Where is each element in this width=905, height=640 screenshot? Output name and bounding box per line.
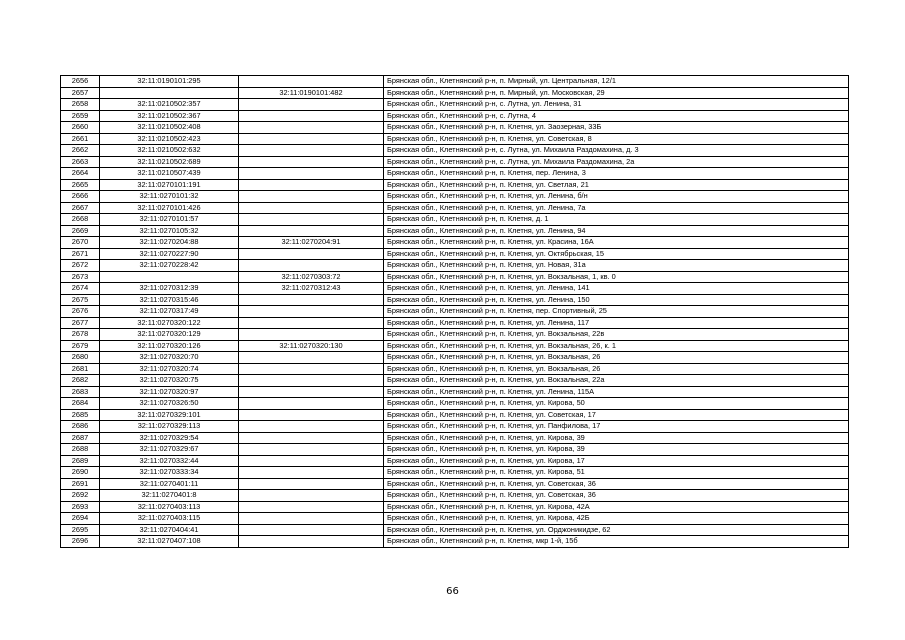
cadastral-number-secondary-cell	[239, 168, 384, 180]
cadastral-number-cell: 32:11:0270407:108	[100, 536, 239, 548]
cadastral-number-secondary-cell	[239, 225, 384, 237]
cadastral-number-secondary-cell	[239, 490, 384, 502]
cadastral-number-secondary-cell	[239, 513, 384, 525]
table-row	[61, 513, 849, 525]
row-number-cell: 2678	[61, 329, 100, 341]
cadastral-number-secondary-cell	[239, 432, 384, 444]
cadastral-number-cell: 32:11:0190101:295	[100, 76, 239, 88]
cadastral-number-cell: 32:11:0270227:90	[100, 248, 239, 260]
address-cell: Брянская обл., Клетнянский р-н, п. Клетня, мкр 1-й, 15б	[384, 536, 849, 548]
cadastral-number-cell: 32:11:0270312:39	[100, 283, 239, 295]
cadastral-number-cell: 32:11:0270403:115	[100, 513, 239, 525]
row-number-cell: 2692	[61, 490, 100, 502]
cadastral-number-cell: 32:11:0270101:32	[100, 191, 239, 203]
cadastral-number-secondary-cell: 32:11:0270320:130	[239, 340, 384, 352]
address-cell: Брянская обл., Клетнянский р-н, п. Клетня, ул. Ленина, б/н	[384, 191, 849, 203]
cadastral-number-cell: 32:11:0270317:49	[100, 306, 239, 318]
cadastral-number-cell: 32:11:0270228:42	[100, 260, 239, 272]
row-number-cell: 2661	[61, 133, 100, 145]
address-cell: Брянская обл., Клетнянский р-н, п. Клетня, ул. Панфилова, 17	[384, 421, 849, 433]
address-cell: Брянская обл., Клетнянский р-н, п. Клетня, ул. Кирова, 51	[384, 467, 849, 479]
document-table	[60, 75, 849, 548]
table-row	[61, 375, 849, 387]
cadastral-number-secondary-cell	[239, 248, 384, 260]
address-cell: Брянская обл., Клетнянский р-н, п. Клетня, ул. Кирова, 42Б	[384, 513, 849, 525]
row-number-cell: 2685	[61, 409, 100, 421]
cadastral-number-secondary-cell	[239, 156, 384, 168]
address-cell: Брянская обл., Клетнянский р-н, п. Клетня, ул. Ленина, 141	[384, 283, 849, 295]
cadastral-number-cell: 32:11:0270204:88	[100, 237, 239, 249]
cadastral-number-secondary-cell	[239, 329, 384, 341]
table-row	[61, 133, 849, 145]
cadastral-number-cell	[100, 87, 239, 99]
cadastral-number-cell: 32:11:0210502:408	[100, 122, 239, 134]
table-row	[61, 214, 849, 226]
table-row	[61, 467, 849, 479]
cadastral-number-cell: 32:11:0270320:70	[100, 352, 239, 364]
table-row	[61, 237, 849, 249]
table-row	[61, 225, 849, 237]
table-row	[61, 455, 849, 467]
page-number: 66	[446, 586, 459, 597]
cadastral-number-secondary-cell: 32:11:0190101:482	[239, 87, 384, 99]
table-row	[61, 490, 849, 502]
row-number-cell: 2660	[61, 122, 100, 134]
address-cell: Брянская обл., Клетнянский р-н, с. Лутна, ул. Ленина, 31	[384, 99, 849, 111]
address-cell: Брянская обл., Клетнянский р-н, п. Клетня, пер. Спортивный, 25	[384, 306, 849, 318]
cadastral-number-secondary-cell	[239, 536, 384, 548]
table-row	[61, 421, 849, 433]
cadastral-number-secondary-cell	[239, 76, 384, 88]
address-cell: Брянская обл., Клетнянский р-н, с. Лутна, ул. Михаила Раздомахина, 2а	[384, 156, 849, 168]
table-row	[61, 283, 849, 295]
cadastral-number-cell	[100, 271, 239, 283]
row-number-cell: 2691	[61, 478, 100, 490]
cadastral-number-cell: 32:11:0270333:34	[100, 467, 239, 479]
table-row	[61, 156, 849, 168]
cadastral-number-cell: 32:11:0270320:122	[100, 317, 239, 329]
table-row	[61, 306, 849, 318]
table-row	[61, 110, 849, 122]
cadastral-number-secondary-cell	[239, 444, 384, 456]
table-row	[61, 248, 849, 260]
row-number-cell: 2665	[61, 179, 100, 191]
table-row	[61, 202, 849, 214]
table-row	[61, 501, 849, 513]
row-number-cell: 2677	[61, 317, 100, 329]
cadastral-number-cell: 32:11:0210502:357	[100, 99, 239, 111]
address-cell: Брянская обл., Клетнянский р-н, п. Мирный, ул. Центральная, 12/1	[384, 76, 849, 88]
cadastral-number-secondary-cell	[239, 122, 384, 134]
address-cell: Брянская обл., Клетнянский р-н, п. Клетня, ул. Кирова, 42А	[384, 501, 849, 513]
address-cell: Брянская обл., Клетнянский р-н, п. Клетня, ул. Советская, 36	[384, 490, 849, 502]
cadastral-number-cell: 32:11:0270101:426	[100, 202, 239, 214]
cadastral-number-secondary-cell	[239, 501, 384, 513]
row-number-cell: 2684	[61, 398, 100, 410]
row-number-cell: 2672	[61, 260, 100, 272]
address-cell: Брянская обл., Клетнянский р-н, п. Клетня, ул. Ленина, 117	[384, 317, 849, 329]
row-number-cell: 2695	[61, 524, 100, 536]
cadastral-number-secondary-cell	[239, 421, 384, 433]
address-cell: Брянская обл., Клетнянский р-н, п. Клетня, ул. Светлая, 21	[384, 179, 849, 191]
cadastral-number-cell: 32:11:0210507:439	[100, 168, 239, 180]
row-number-cell: 2690	[61, 467, 100, 479]
address-cell: Брянская обл., Клетнянский р-н, п. Клетня, ул. Вокзальная, 22в	[384, 329, 849, 341]
row-number-cell: 2679	[61, 340, 100, 352]
cadastral-number-cell: 32:11:0210502:632	[100, 145, 239, 157]
table-row	[61, 444, 849, 456]
row-number-cell: 2676	[61, 306, 100, 318]
table-row	[61, 76, 849, 88]
cadastral-number-cell: 32:11:0270329:113	[100, 421, 239, 433]
cadastral-number-cell: 32:11:0270401:11	[100, 478, 239, 490]
cadastral-number-secondary-cell	[239, 409, 384, 421]
row-number-cell: 2673	[61, 271, 100, 283]
table-row	[61, 271, 849, 283]
cadastral-number-secondary-cell	[239, 467, 384, 479]
table-row	[61, 260, 849, 272]
table-row	[61, 524, 849, 536]
cadastral-number-cell: 32:11:0270401:8	[100, 490, 239, 502]
row-number-cell: 2657	[61, 87, 100, 99]
address-cell: Брянская обл., Клетнянский р-н, п. Клетня, ул. Кирова, 39	[384, 432, 849, 444]
cadastral-number-secondary-cell	[239, 133, 384, 145]
cadastral-number-secondary-cell	[239, 202, 384, 214]
cadastral-number-cell: 32:11:0270320:75	[100, 375, 239, 387]
cadastral-number-secondary-cell	[239, 179, 384, 191]
address-cell: Брянская обл., Клетнянский р-н, п. Клетня, ул. Ленина, 115А	[384, 386, 849, 398]
address-cell: Брянская обл., Клетнянский р-н, п. Клетня, ул. Вокзальная, 26, к. 1	[384, 340, 849, 352]
address-cell: Брянская обл., Клетнянский р-н, с. Лутна, ул. Михаила Раздомахина, д. 3	[384, 145, 849, 157]
address-cell: Брянская обл., Клетнянский р-н, п. Клетня, ул. Кирова, 17	[384, 455, 849, 467]
cadastral-number-secondary-cell	[239, 317, 384, 329]
row-number-cell: 2658	[61, 99, 100, 111]
cadastral-number-secondary-cell	[239, 145, 384, 157]
address-cell: Брянская обл., Клетнянский р-н, п. Клетня, ул. Вокзальная, 26	[384, 352, 849, 364]
row-number-cell: 2664	[61, 168, 100, 180]
address-cell: Брянская обл., Клетнянский р-н, п. Клетня, ул. Кирова, 50	[384, 398, 849, 410]
row-number-cell: 2669	[61, 225, 100, 237]
cadastral-number-cell: 32:11:0270329:67	[100, 444, 239, 456]
row-number-cell: 2686	[61, 421, 100, 433]
row-number-cell: 2681	[61, 363, 100, 375]
cadastral-number-cell: 32:11:0270320:129	[100, 329, 239, 341]
cadastral-number-cell: 32:11:0270403:113	[100, 501, 239, 513]
cadastral-number-secondary-cell	[239, 214, 384, 226]
row-number-cell: 2688	[61, 444, 100, 456]
row-number-cell: 2668	[61, 214, 100, 226]
cadastral-number-secondary-cell: 32:11:0270303:72	[239, 271, 384, 283]
cadastral-number-secondary-cell	[239, 398, 384, 410]
table-row	[61, 122, 849, 134]
cadastral-number-secondary-cell	[239, 260, 384, 272]
cadastral-number-cell: 32:11:0210502:423	[100, 133, 239, 145]
cadastral-number-secondary-cell	[239, 375, 384, 387]
row-number-cell: 2689	[61, 455, 100, 467]
cadastral-number-secondary-cell: 32:11:0270204:91	[239, 237, 384, 249]
table-row	[61, 386, 849, 398]
table-row	[61, 99, 849, 111]
cadastral-number-cell: 32:11:0270332:44	[100, 455, 239, 467]
address-cell: Брянская обл., Клетнянский р-н, п. Мирный, ул. Московская, 29	[384, 87, 849, 99]
cadastral-number-cell: 32:11:0270315:46	[100, 294, 239, 306]
cadastral-number-cell: 32:11:0270320:74	[100, 363, 239, 375]
table-row	[61, 294, 849, 306]
row-number-cell: 2683	[61, 386, 100, 398]
cadastral-number-secondary-cell	[239, 306, 384, 318]
table-row	[61, 179, 849, 191]
table-row	[61, 363, 849, 375]
row-number-cell: 2693	[61, 501, 100, 513]
cadastral-number-secondary-cell	[239, 99, 384, 111]
row-number-cell: 2694	[61, 513, 100, 525]
table-row	[61, 340, 849, 352]
row-number-cell: 2656	[61, 76, 100, 88]
cadastral-number-cell: 32:11:0270101:191	[100, 179, 239, 191]
cadastral-number-cell: 32:11:0270329:54	[100, 432, 239, 444]
cadastral-number-cell: 32:11:0270404:41	[100, 524, 239, 536]
address-cell: Брянская обл., Клетнянский р-н, п. Клетня, ул. Советская, 17	[384, 409, 849, 421]
table-row	[61, 168, 849, 180]
cadastral-number-secondary-cell	[239, 455, 384, 467]
address-cell: Брянская обл., Клетнянский р-н, п. Клетня, ул. Вокзальная, 1, кв. 0	[384, 271, 849, 283]
table-row	[61, 191, 849, 203]
cadastral-number-secondary-cell: 32:11:0270312:43	[239, 283, 384, 295]
row-number-cell: 2674	[61, 283, 100, 295]
row-number-cell: 2666	[61, 191, 100, 203]
row-number-cell: 2680	[61, 352, 100, 364]
table-row	[61, 329, 849, 341]
row-number-cell: 2671	[61, 248, 100, 260]
address-cell: Брянская обл., Клетнянский р-н, п. Клетня, ул. Советская, 36	[384, 478, 849, 490]
table-row	[61, 145, 849, 157]
address-cell: Брянская обл., Клетнянский р-н, п. Клетня, ул. Ленина, 7а	[384, 202, 849, 214]
table-row	[61, 87, 849, 99]
cadastral-number-secondary-cell	[239, 524, 384, 536]
cadastral-number-cell: 32:11:0270329:101	[100, 409, 239, 421]
address-cell: Брянская обл., Клетнянский р-н, п. Клетня, ул. Орджоникидзе, 62	[384, 524, 849, 536]
row-number-cell: 2696	[61, 536, 100, 548]
cadastral-number-secondary-cell	[239, 478, 384, 490]
cadastral-number-cell: 32:11:0270320:97	[100, 386, 239, 398]
row-number-cell: 2662	[61, 145, 100, 157]
address-cell: Брянская обл., Клетнянский р-н, п. Клетня, ул. Заозерная, 33Б	[384, 122, 849, 134]
cadastral-number-secondary-cell	[239, 352, 384, 364]
row-number-cell: 2687	[61, 432, 100, 444]
cadastral-number-cell: 32:11:0270105:32	[100, 225, 239, 237]
table-row	[61, 478, 849, 490]
address-cell: Брянская обл., Клетнянский р-н, п. Клетня, ул. Ленина, 150	[384, 294, 849, 306]
cadastral-number-secondary-cell	[239, 294, 384, 306]
row-number-cell: 2675	[61, 294, 100, 306]
address-cell: Брянская обл., Клетнянский р-н, п. Клетня, ул. Советская, 8	[384, 133, 849, 145]
row-number-cell: 2663	[61, 156, 100, 168]
address-cell: Брянская обл., Клетнянский р-н, п. Клетня, ул. Кирова, 39	[384, 444, 849, 456]
table-row	[61, 317, 849, 329]
table-row	[61, 398, 849, 410]
cadastral-number-secondary-cell	[239, 363, 384, 375]
cadastral-number-secondary-cell	[239, 191, 384, 203]
cadastral-number-cell: 32:11:0270326:50	[100, 398, 239, 410]
address-cell: Брянская обл., Клетнянский р-н, п. Клетня, пер. Ленина, 3	[384, 168, 849, 180]
row-number-cell: 2682	[61, 375, 100, 387]
address-cell: Брянская обл., Клетнянский р-н, п. Клетня, ул. Ленина, 94	[384, 225, 849, 237]
table-row	[61, 432, 849, 444]
address-cell: Брянская обл., Клетнянский р-н, п. Клетня, ул. Вокзальная, 22а	[384, 375, 849, 387]
cadastral-number-cell: 32:11:0210502:367	[100, 110, 239, 122]
table-row	[61, 409, 849, 421]
cadastral-number-cell: 32:11:0210502:689	[100, 156, 239, 168]
row-number-cell: 2667	[61, 202, 100, 214]
address-cell: Брянская обл., Клетнянский р-н, п. Клетня, ул. Октябрьская, 15	[384, 248, 849, 260]
row-number-cell: 2670	[61, 237, 100, 249]
cadastral-number-cell: 32:11:0270101:57	[100, 214, 239, 226]
address-cell: Брянская обл., Клетнянский р-н, п. Клетня, ул. Новая, 31а	[384, 260, 849, 272]
address-cell: Брянская обл., Клетнянский р-н, с. Лутна, 4	[384, 110, 849, 122]
cadastral-number-secondary-cell	[239, 110, 384, 122]
address-cell: Брянская обл., Клетнянский р-н, п. Клетня, ул. Вокзальная, 26	[384, 363, 849, 375]
address-cell: Брянская обл., Клетнянский р-н, п. Клетня, ул. Красина, 16А	[384, 237, 849, 249]
address-cell: Брянская обл., Клетнянский р-н, п. Клетня, д. 1	[384, 214, 849, 226]
cadastral-number-cell: 32:11:0270320:126	[100, 340, 239, 352]
cadastral-number-secondary-cell	[239, 386, 384, 398]
row-number-cell: 2659	[61, 110, 100, 122]
table-row	[61, 536, 849, 548]
table-body	[61, 76, 849, 548]
table-row	[61, 352, 849, 364]
